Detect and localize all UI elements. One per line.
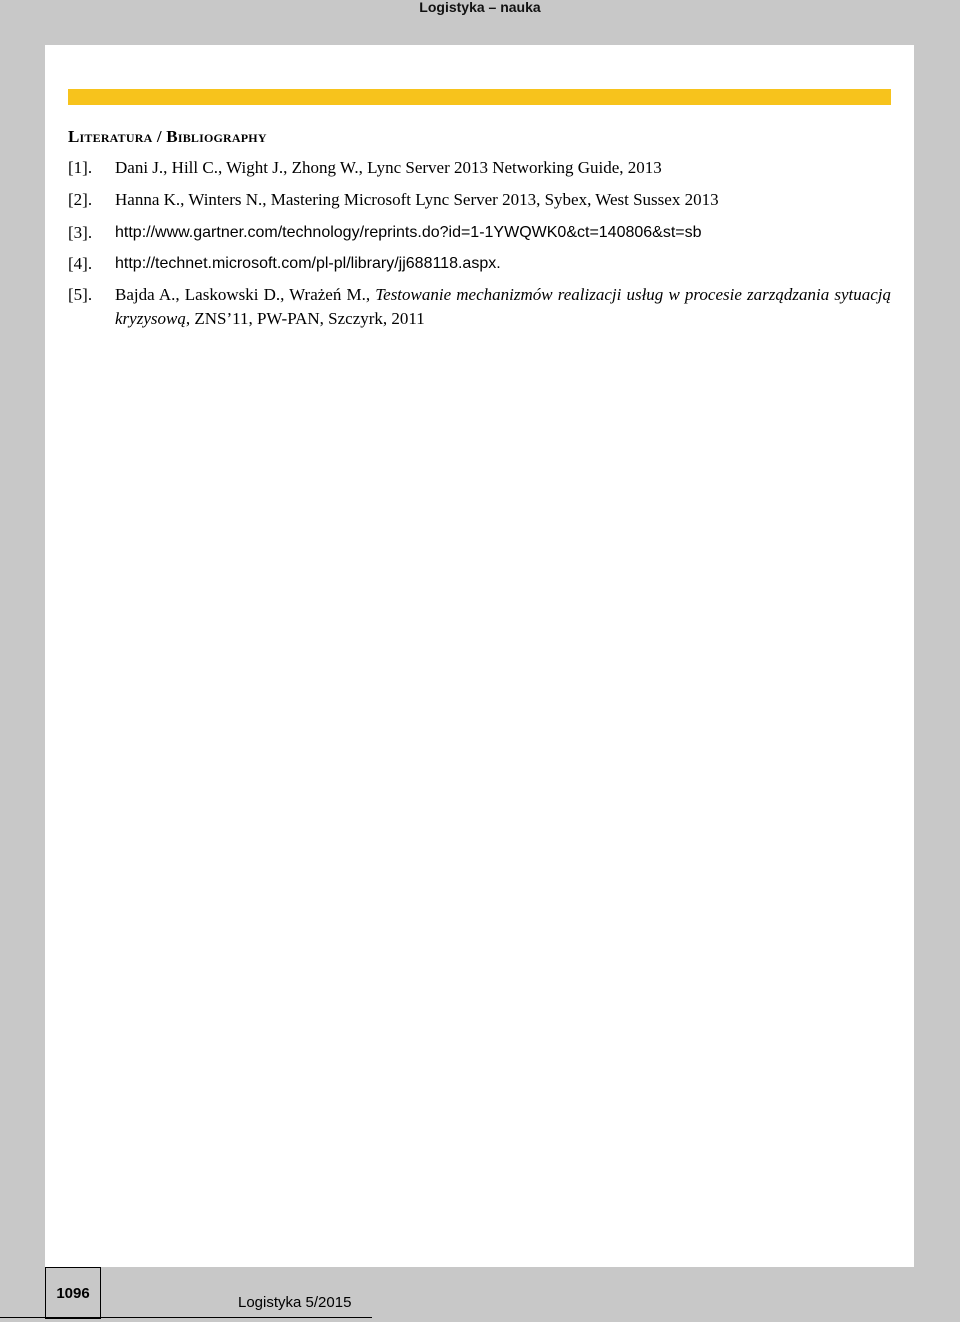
reference-details: , ZNS’11, PW-PAN, Szczyrk, 2011 — [185, 309, 425, 328]
reference-text: Dani J., Hill C., Wight J., Zhong W., Lync Server 2013 Networking Guide, 2013 — [115, 158, 662, 177]
reference-text: Hanna K., Winters N., Mastering Microsoft Lync Server 2013, Sybex, West Sussex 2013 — [115, 190, 719, 209]
reference-item — [68, 221, 891, 245]
reference-authors: Bajda A., Laskowski D., Wrażeń M., — [115, 285, 376, 304]
reference-item — [68, 252, 891, 276]
page-number: 1096 — [45, 1267, 101, 1319]
reference-item — [68, 156, 891, 180]
reference-text — [115, 283, 891, 331]
reference-url[interactable]: http://technet.microsoft.com/pl-pl/library/jj688118.aspx. — [115, 255, 501, 272]
reference-title: Testowanie mechanizmów realizacji usług w procesie zarządzania sytuacją kryzysową — [115, 285, 891, 328]
reference-number: [2]. — [68, 190, 93, 209]
page-sheet — [45, 45, 914, 1267]
footer-rule — [0, 1317, 372, 1318]
journal-issue: Logistyka 5/2015 — [238, 1294, 352, 1311]
reference-number: [3]. — [68, 223, 93, 242]
reference-item — [68, 188, 891, 212]
section-heading: Literatura / Bibliography — [68, 127, 267, 146]
accent-bar — [68, 89, 891, 105]
reference-item — [68, 283, 891, 331]
reference-number: [1]. — [68, 158, 93, 177]
reference-number: [4]. — [68, 254, 93, 273]
reference-number: [5]. — [68, 285, 93, 304]
running-header: Logistyka – nauka — [419, 0, 541, 15]
reference-url[interactable]: http://www.gartner.com/technology/reprints.do?id=1-1YWQWK0&ct=140806&st=sb — [115, 224, 702, 241]
